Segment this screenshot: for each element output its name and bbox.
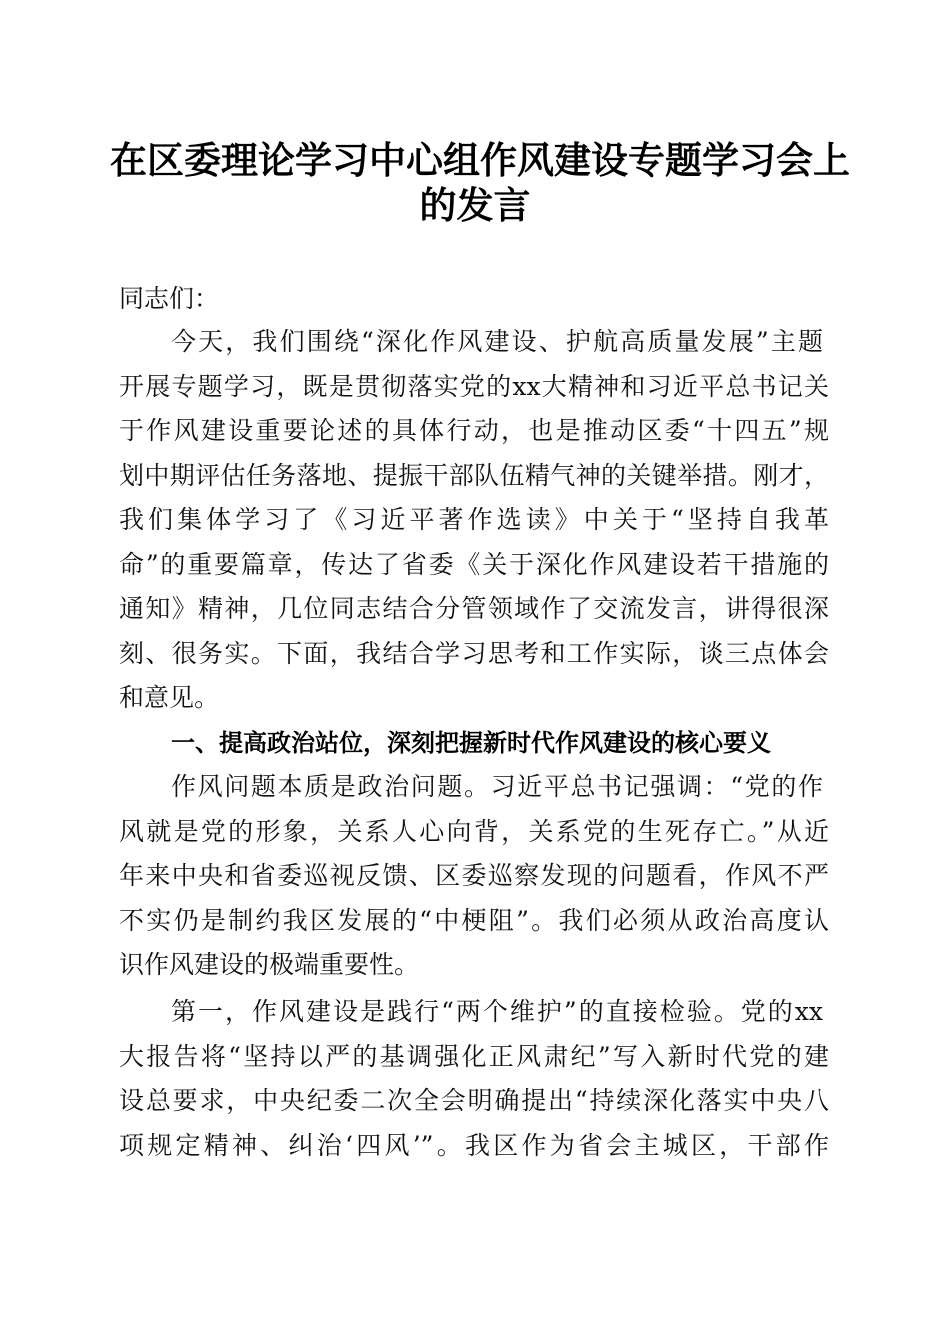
paragraph-line: 和意见。 [119,683,220,712]
paragraph-line: 划中期评估任务落地、提振干部队伍精气神的关键举措。刚才， [119,461,829,490]
paragraph-line: 大报告将“坚持以严的基调强化正风肃纪”写入新时代党的建 [119,1042,829,1071]
paragraph-line: 命”的重要篇章，传达了省委《关于深化作风建设若干措施的 [119,550,829,579]
paragraph-line: 识作风建设的极端重要性。 [119,950,420,979]
document-title-line-1: 在区委理论学习中心组作风建设专题学习会上 [110,138,850,182]
paragraph-line: 设总要求，中央纪委二次全会明确提出“持续深化落实中央八 [119,1086,829,1115]
paragraph-line: 我们集体学习了《习近平著作选读》中关于“坚持自我革 [119,505,829,534]
paragraph-line: 于作风建设重要论述的具体行动，也是推动区委“十四五”规 [119,416,829,445]
paragraph-line: 通知》精神，几位同志结合分管领域作了交流发言，讲得很深 [119,594,829,623]
paragraph-line: 开展专题学习，既是贯彻落实党的xx大精神和习近平总书记关 [119,372,829,401]
section-heading-1: 一、提高政治站位，深刻把握新时代作风建设的核心要义 [171,729,771,757]
paragraph-line: 刻、很务实。下面，我结合学习思考和工作实际，谈三点体会 [119,639,829,668]
paragraph-line: 今天，我们围绕“深化作风建设、护航高质量发展”主题 [171,327,823,356]
paragraph-line: 风就是党的形象，关系人心向背，关系党的生死存亡。”从近 [119,817,829,846]
salutation: 同志们： [119,284,220,313]
document-title-line-2: 的发言 [419,183,531,227]
paragraph-line: 作风问题本质是政治问题。习近平总书记强调：“党的作 [171,772,823,801]
paragraph-line: 第一，作风建设是践行“两个维护”的直接检验。党的xx [171,997,823,1026]
paragraph-line: 项规定精神、纠治‘四风’”。我区作为省会主城区，干部作 [119,1131,829,1160]
paragraph-line: 不实仍是制约我区发展的“中梗阻”。我们必须从政治高度认 [119,906,829,935]
paragraph-line: 年来中央和省委巡视反馈、区委巡察发现的问题看，作风不严 [119,861,829,890]
